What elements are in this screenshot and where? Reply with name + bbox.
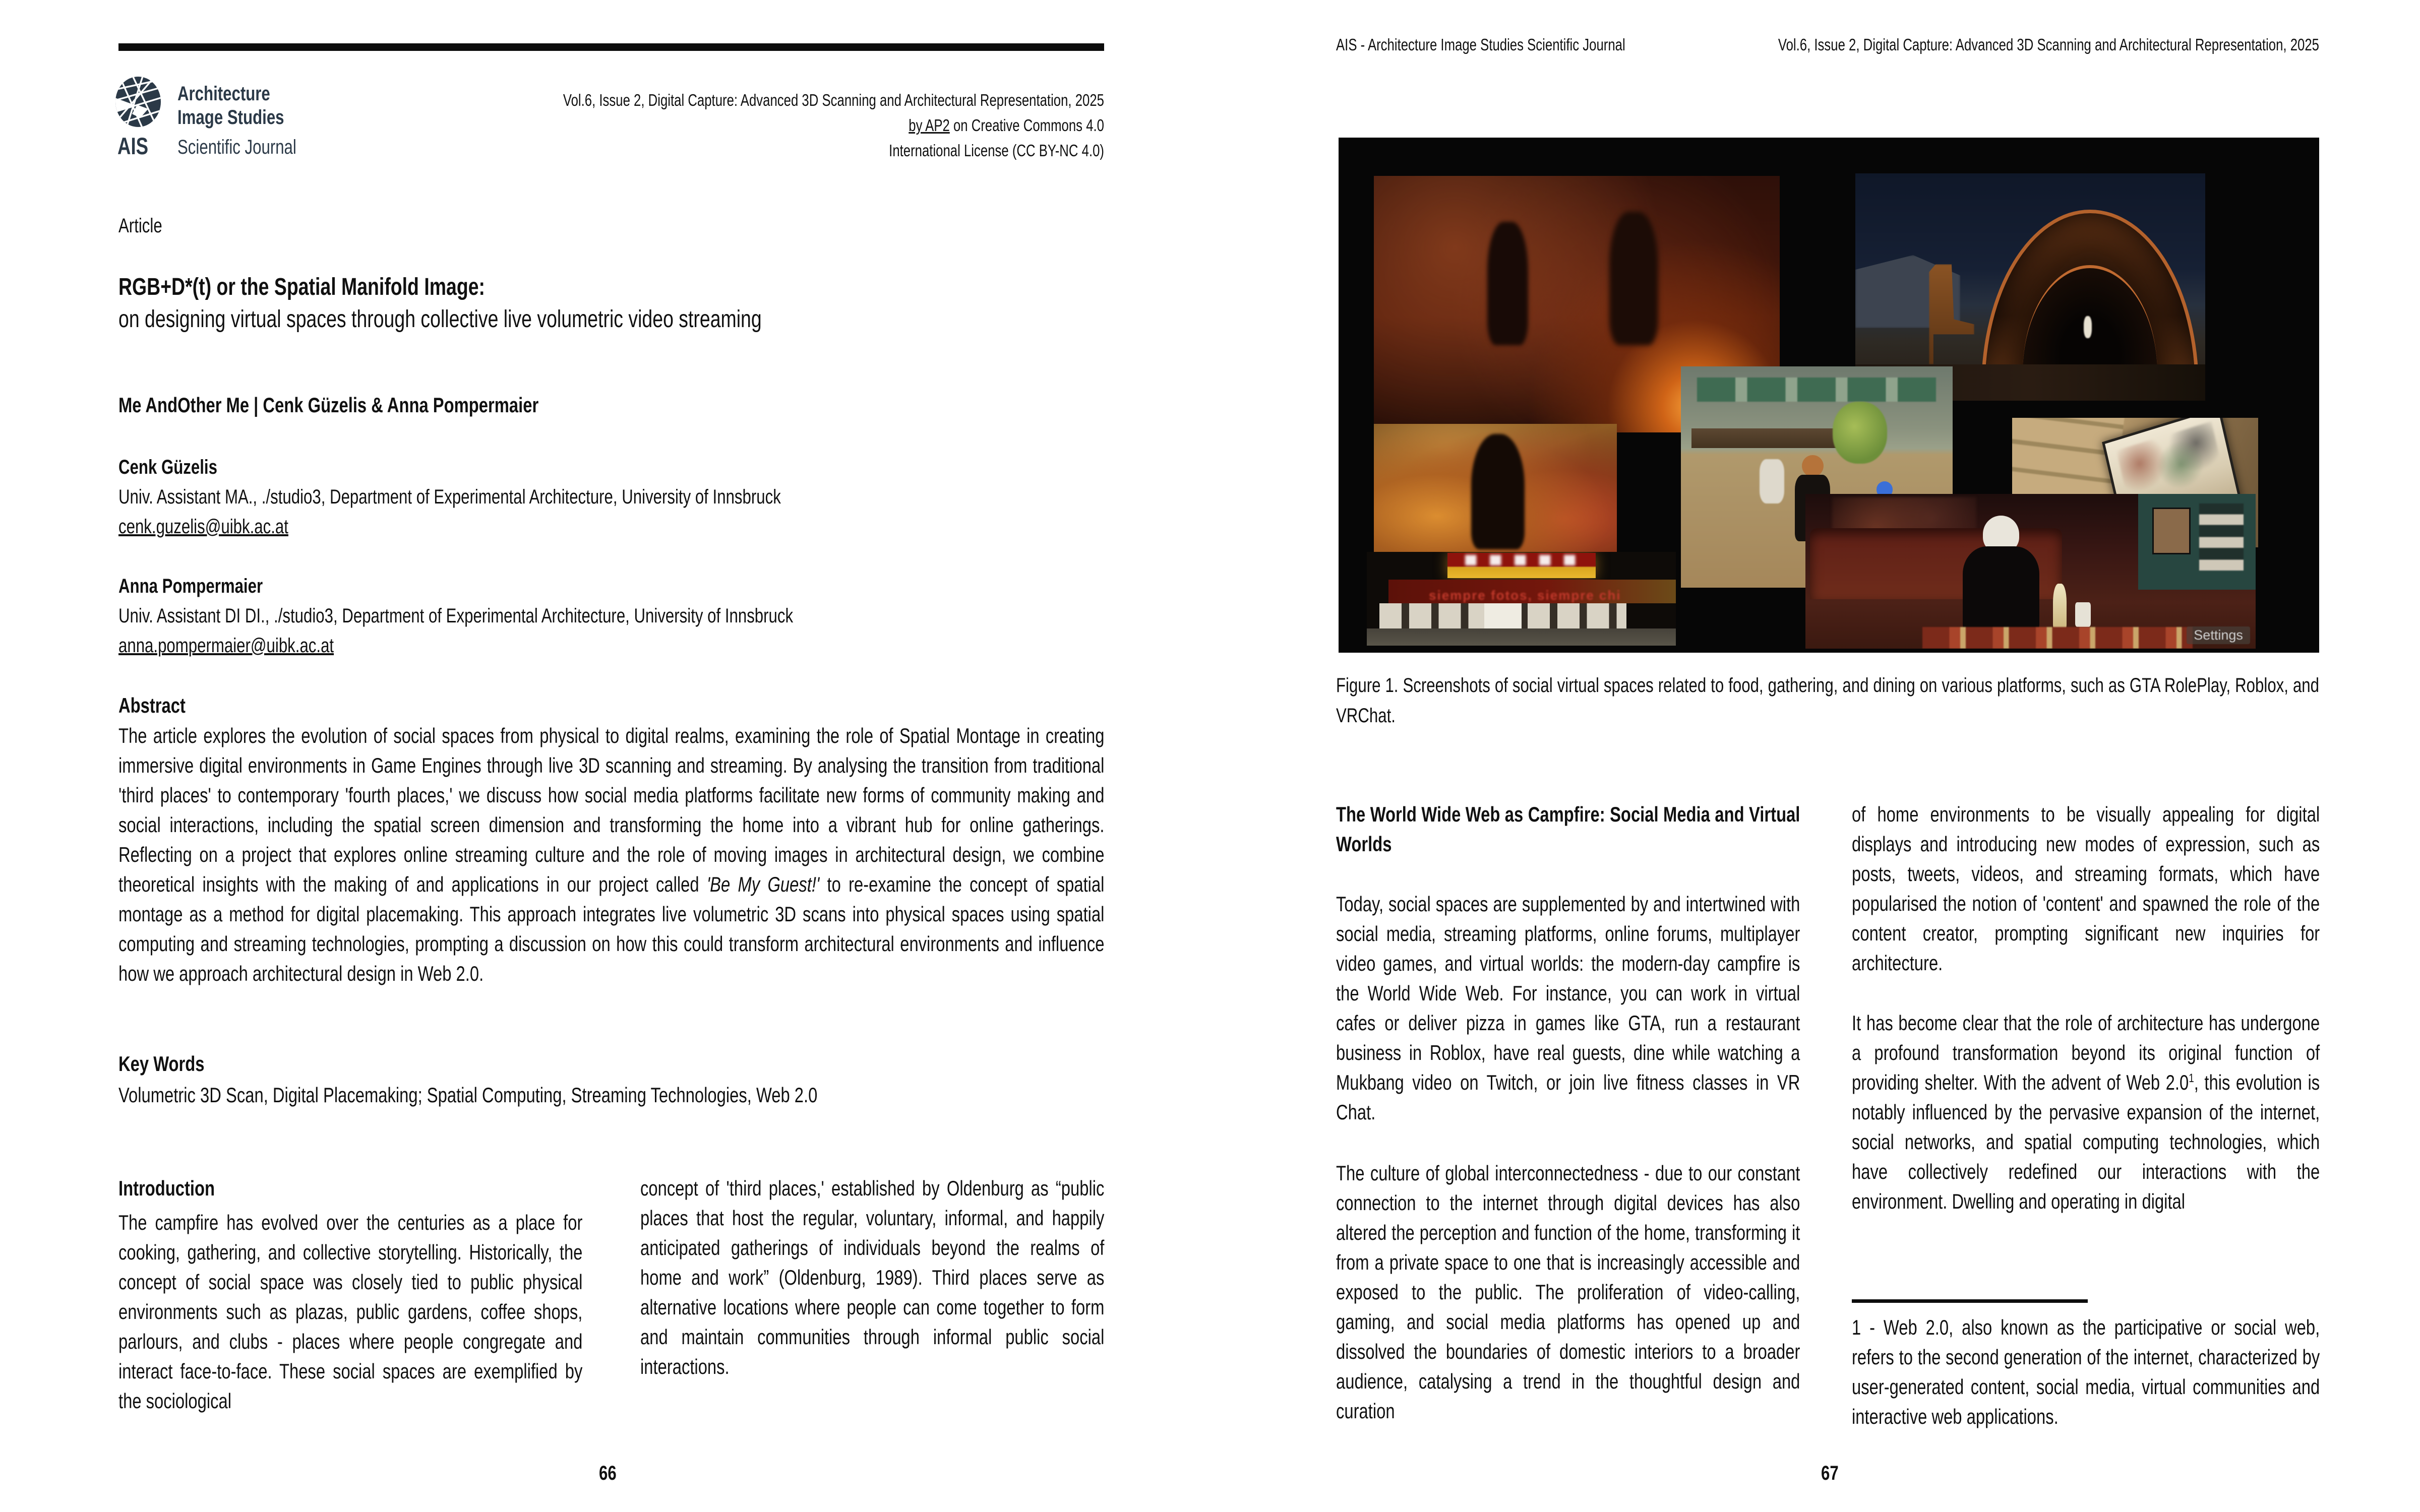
ais-logo-globe-icon xyxy=(115,76,163,131)
storefront-door xyxy=(1484,603,1522,628)
running-header-journal: AIS - Architecture Image Studies Scientific Journal xyxy=(1336,35,1625,54)
tent-lantern-glint xyxy=(2084,316,2092,338)
storefront-sign-glyphs xyxy=(1465,555,1578,565)
abstract-heading: Abstract xyxy=(118,694,186,717)
figure-caption: Figure 1. Screenshots of social virtual spaces related to food, gathering, and dining on various platforms, such as GTA RolePlay, Roblox, and VRChat. xyxy=(1336,674,2319,727)
figure-tile-mukbang-scene xyxy=(1374,424,1617,551)
author-name: Anna Pompermaier xyxy=(118,575,263,597)
diner-wall-frame xyxy=(2152,508,2191,554)
diner-wall-shelf xyxy=(2199,503,2244,571)
storefront-banner xyxy=(1388,580,1676,603)
figure-tile-storefront xyxy=(1367,552,1676,646)
brand-line-2: Image Studies xyxy=(177,106,284,129)
masthead-rule xyxy=(118,43,1104,51)
introduction-heading: Introduction xyxy=(118,1176,215,1200)
keywords-heading: Key Words xyxy=(118,1052,205,1076)
keywords-list: Volumetric 3D Scan, Digital Placemaking; Spatial Computing, Streaming Technologies, Web 2.0 xyxy=(118,1083,818,1107)
body-col2-paragraph-2 xyxy=(1852,1008,2320,1216)
introduction-column-1: The campfire has evolved over the centuries as a place for cooking, gathering, and collective storytelling. Historically, the concept of social space was closely tied to public physical environments such as plazas, public gardens, coffee shops, parlours, and clubs - places where people congregate and interact face-to-face. These social spaces are exemplified by the sociological xyxy=(118,1211,583,1413)
license-line xyxy=(504,113,1104,138)
byline: Me AndOther Me | Cenk Güzelis & Anna Pompermaier xyxy=(118,393,539,417)
body-col2-paragraph-1: of home environments to be visually appealing for digital displays and introducing new modes of expression, such as posts, tweets, videos, and streaming formats, which have popularised the notion of 'content' and spawned the role of the content creator, prompting significant new inquiries for architecture. xyxy=(1852,802,2320,975)
brand-line-1: Architecture xyxy=(177,83,270,105)
author-affiliation: Univ. Assistant DI DI., ./studio3, Department of Experimental Architecture, University of Innsbruck xyxy=(118,605,794,627)
section-heading: The World Wide Web as Campfire: Social Media and Virtual Worlds xyxy=(1336,802,1800,856)
abstract-text xyxy=(118,721,1104,988)
footnote-text: 1 - Web 2.0, also known as the participative or social web, refers to the second generation of the internet, characterized by user-generated content, social media, virtual communities and interactive web applications. xyxy=(1852,1315,2320,1428)
author-block-1 xyxy=(118,453,1062,542)
figure-tile-diner xyxy=(1805,494,2256,649)
article-label: Article xyxy=(118,215,162,237)
abstract-part-2: to re-examine the concept of spatial montage as a method for digital placemaking. This approach integrates live volumetric 3D scans into physical spaces using spatial computing and streaming technologies, prompting a discussion on how this could transform architectural environments and influence how we approach architectural design in Web 2.0. xyxy=(118,872,1105,985)
roblox-tree xyxy=(1833,402,1887,464)
author-block-2 xyxy=(118,572,1062,661)
running-header-issue: Vol.6, Issue 2, Digital Capture: Advanced 3D Scanning and Architectural Representation, 2025 xyxy=(1778,35,2319,54)
author-email-link[interactable]: cenk.guzelis@uibk.ac.at xyxy=(118,516,288,538)
campfire-figure-silhouette xyxy=(1487,222,1528,345)
author-name: Cenk Güzelis xyxy=(118,456,217,478)
storefront-sidewalk xyxy=(1367,628,1676,645)
abstract-part-1: The article explores the evolution of social spaces from physical to digital realms, examining the role of Spatial Montage in creating immersive digital environments in Game Engines through live 3D scanning and streaming. By analysing the transition from traditional 'third places' to contemporary 'fourth places,' we discuss how social media platforms facilitate new forms of community making and social interactions, including the spatial screen dimension and transforming the home into a vibrant hub for online gatherings. Reflecting on a project that explores online streaming culture and the role of moving images in architectural design, we combine theoretical insights with the making of and applications in our project called xyxy=(118,724,1105,896)
paragraph-text: It has become clear that the role of architecture has undergone a profound transformation beyond its original function of providing shelter. With the advent of Web 2.0 xyxy=(1852,1011,2320,1094)
tent-chair-silhouette xyxy=(1929,264,1974,364)
roblox-window-band xyxy=(1697,377,1936,402)
ap2-link[interactable]: by AP2 xyxy=(909,116,950,135)
settings-label: Settings xyxy=(2187,626,2250,644)
right-page xyxy=(1210,0,2420,1512)
storefront-banner-text: siempre fotos, siempre chi xyxy=(1429,588,1621,603)
article-title xyxy=(118,271,1082,336)
author-email-link[interactable]: anna.pompermaier@uibk.ac.at xyxy=(118,635,334,657)
introduction-column-2: concept of 'third places,' established by Oldenburg as “public places that host the regular, voluntary, informal, and happily anticipated gatherings of individuals beyond the realms of home and work” (Oldenburg, 1989). Third places serve as alternative locations where people can come together to form and maintain communities through informal public social interactions. xyxy=(640,1176,1105,1378)
body-col1-paragraph-2: The culture of global interconnectedness - due to our constant connection to the internet through digital devices has also altered the perception and function of the home, transforming it from a private space to one that is increasingly accessible and exposed to the public. The proliferation of video-calling, gaming, and social media platforms has opened up and dissolved the boundaries of domestic interiors to a broader audience, catalysing a trend in the thoughtful design and curation xyxy=(1336,1161,1800,1423)
diner-bottle xyxy=(2053,584,2067,630)
page-number-right: 67 xyxy=(1821,1462,1839,1484)
issue-info xyxy=(504,88,1104,163)
issue-line: Vol.6, Issue 2, Digital Capture: Advanced 3D Scanning and Architectural Representation, 2025 xyxy=(563,91,1104,109)
brand-line-3: Scientific Journal xyxy=(177,136,296,158)
abstract-project-title: 'Be My Guest!' xyxy=(706,872,820,896)
ais-logo-acronym: AIS xyxy=(117,133,149,159)
footnote-marker: 1 xyxy=(2189,1072,2194,1085)
license-line-2: International License (CC BY-NC 4.0) xyxy=(889,141,1104,160)
article-title-main: RGB+D*(t) or the Spatial Manifold Image: xyxy=(118,274,486,300)
diner-rug xyxy=(1922,627,2193,649)
body-col1-paragraph-1: Today, social spaces are supplemented by and intertwined with social media, streaming platforms, online forums, multiplayer video games, and virtual worlds: the modern-day campfire is the World Wide Web. For instance, you can work in virtual cafes or deliver pizza in games like GTA, run a restaurant business in Roblox, have real guests, dine while watching a Mukbang video on Twitch, or join live fitness classes in VR Chat. xyxy=(1336,892,1800,1124)
page-number-left: 66 xyxy=(599,1462,617,1484)
footnote-rule xyxy=(1852,1299,2088,1303)
storefront-lit-sign xyxy=(1447,553,1596,578)
diner-avatar-body xyxy=(1963,546,2039,633)
campfire-figure-silhouette xyxy=(1609,212,1658,345)
ais-logo-wordmark xyxy=(177,82,531,159)
author-affiliation: Univ. Assistant MA., ./studio3, Department of Experimental Architecture, University of Innsbruck xyxy=(118,486,781,508)
roblox-avatar-white xyxy=(1760,459,1784,503)
diner-teal-wall xyxy=(2138,494,2255,590)
roblox-avatar-head xyxy=(1802,455,1824,477)
paragraph-text: , this evolution is notably influenced by the pervasive expansion of the internet, social networks, and spatial computing technologies, which have collectively redefined our interactions with the environment. Dwelling and operating in digital xyxy=(1852,1070,2320,1213)
figure-1-collage xyxy=(1339,138,2319,653)
mukbang-person-silhouette xyxy=(1471,434,1525,549)
license-rest: on Creative Commons 4.0 xyxy=(949,116,1104,135)
article-title-sub: on designing virtual spaces through collective live volumetric video streaming xyxy=(118,306,762,333)
diner-cup xyxy=(2075,602,2090,627)
